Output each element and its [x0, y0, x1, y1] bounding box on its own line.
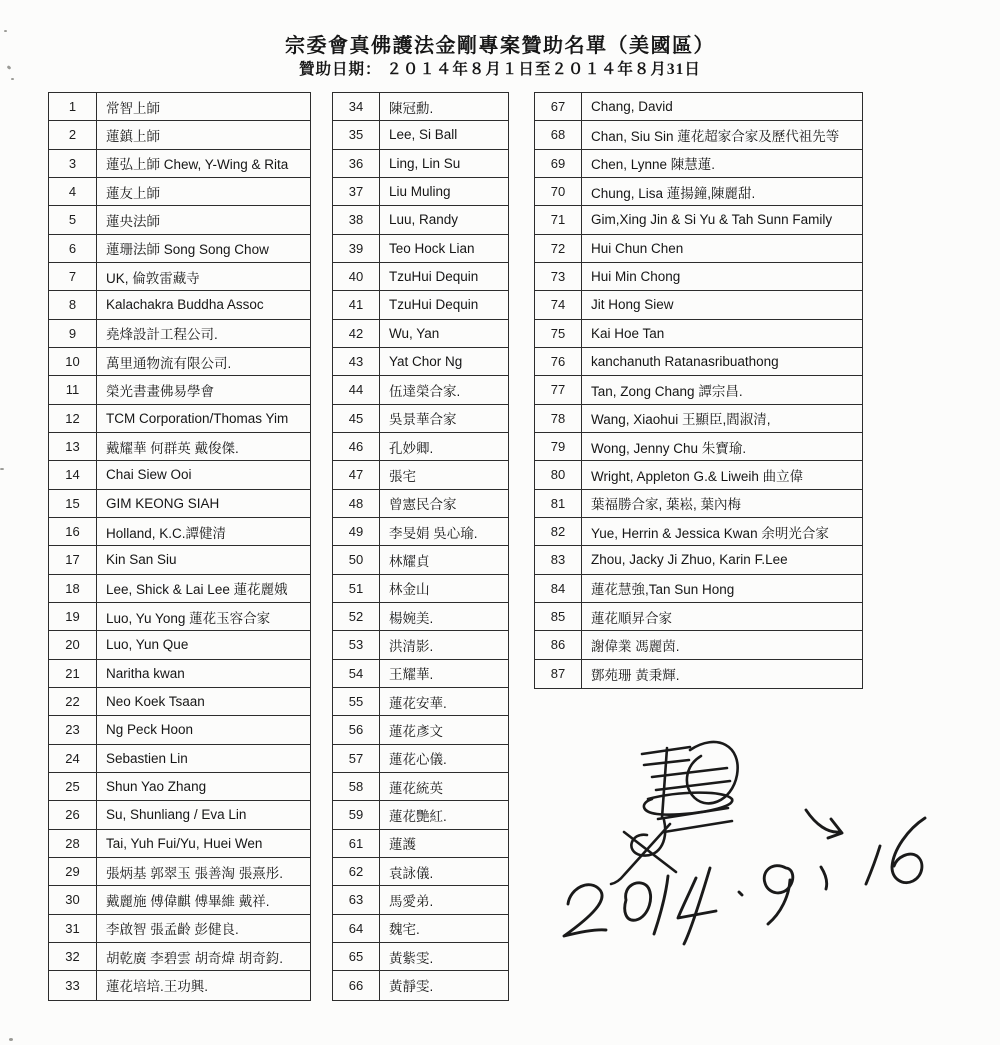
table-row	[333, 121, 508, 149]
donor-name: Tai, Yuh Fui/Yu, Huei Wen	[106, 835, 263, 851]
row-number: 56	[333, 716, 380, 743]
table-row	[49, 830, 310, 858]
table-row	[49, 405, 310, 433]
table-row	[333, 660, 508, 688]
page-title: 宗委會真佛護法金剛專案贊助名單（美國區）	[285, 35, 715, 57]
donor-name: Luo, Yu Yong 蓮花玉容合家	[106, 610, 271, 626]
scan-speck	[0, 468, 4, 470]
donor-name: 葉福勝合家, 葉崧, 葉內梅	[591, 497, 742, 513]
donor-name: kanchanuth Ratanasribuathong	[591, 354, 779, 370]
donor-name: 林金山	[389, 582, 430, 598]
donor-name: 魏宅.	[389, 922, 420, 938]
table-row	[333, 291, 508, 319]
row-number: 45	[333, 405, 380, 432]
table-row	[333, 915, 508, 943]
donor-name: Ng Peck Hoon	[106, 722, 194, 738]
row-number: 16	[49, 518, 97, 545]
row-number: 71	[535, 206, 582, 233]
table-row	[49, 546, 310, 574]
donor-name: Neo Koek Tsaan	[106, 694, 205, 710]
donor-name: Chung, Lisa 蓮揚鐘,陳麗甜.	[591, 185, 756, 201]
table-row	[535, 93, 862, 121]
row-number: 11	[49, 376, 97, 403]
table-row	[49, 915, 310, 943]
row-number: 26	[49, 801, 97, 828]
row-number: 42	[333, 320, 380, 347]
row-number: 20	[49, 631, 97, 658]
table-row	[333, 575, 508, 603]
donor-name: 伍達榮合家.	[389, 383, 461, 399]
row-number: 67	[535, 93, 582, 120]
table-row	[535, 178, 862, 206]
row-number: 36	[333, 150, 380, 177]
row-number: 58	[333, 773, 380, 800]
row-number: 77	[535, 376, 582, 403]
donor-name: 李啟智 張孟齡 彭健良.	[106, 922, 239, 938]
donor-name: Hui Chun Chen	[591, 240, 684, 256]
donor-name: Kin San Siu	[106, 552, 177, 568]
table-row	[333, 405, 508, 433]
donor-name: Luo, Yun Que	[106, 637, 189, 653]
donor-name: Yue, Herrin & Jessica Kwan 余明光合家	[591, 525, 829, 541]
table-row	[333, 150, 508, 178]
scan-speck	[4, 30, 7, 32]
table-row	[333, 235, 508, 263]
donor-name: 謝偉業 馮麗茵.	[591, 638, 680, 654]
donor-table-column-2	[332, 92, 509, 1001]
scan-speck	[9, 1038, 13, 1041]
row-number: 34	[333, 93, 380, 120]
row-number: 8	[49, 291, 97, 318]
donor-name: 蓮花培培.王功興.	[106, 979, 209, 995]
donor-name: GIM KEONG SIAH	[106, 495, 220, 511]
table-row	[535, 575, 862, 603]
table-row	[333, 376, 508, 404]
row-number: 4	[49, 178, 97, 205]
table-row	[333, 93, 508, 121]
donor-name: Lee, Shick & Lai Lee 蓮花麗娥	[106, 582, 288, 598]
donor-name: 張宅	[389, 468, 416, 484]
table-row	[333, 320, 508, 348]
donor-name: 蓮弘上師 Chew, Y-Wing & Rita	[106, 157, 289, 173]
row-number: 5	[49, 206, 97, 233]
donor-name: 楊婉美.	[389, 610, 434, 626]
table-row	[535, 291, 862, 319]
row-number: 75	[535, 320, 582, 347]
donor-table-column-1	[48, 92, 311, 1001]
donor-name: 張炳基 郭翠玉 張善淘 張熹彤.	[106, 865, 284, 881]
row-number: 80	[535, 461, 582, 488]
row-number: 19	[49, 603, 97, 630]
donor-name: Liu Muling	[389, 184, 451, 200]
donor-name: 蓮花艷紅.	[389, 808, 447, 824]
table-row	[535, 348, 862, 376]
table-row	[535, 461, 862, 489]
table-row	[333, 858, 508, 886]
donor-name: Yat Chor Ng	[389, 354, 463, 370]
row-number: 47	[333, 461, 380, 488]
table-row	[535, 320, 862, 348]
donor-name: Luu, Randy	[389, 212, 459, 228]
row-number: 41	[333, 291, 380, 318]
row-number: 52	[333, 603, 380, 630]
row-number: 79	[535, 433, 582, 460]
donor-name: UK, 倫敦雷藏寺	[106, 270, 200, 286]
row-number: 28	[49, 830, 97, 857]
donor-name: Jit Hong Siew	[591, 297, 674, 313]
donor-name: 李旻娟 吳心瑜.	[389, 525, 478, 541]
row-number: 63	[333, 886, 380, 913]
donor-name: 洪清影.	[389, 638, 434, 654]
table-row	[535, 433, 862, 461]
signature-scribble-glyph	[611, 742, 738, 884]
row-number: 9	[49, 320, 97, 347]
row-number: 81	[535, 490, 582, 517]
row-number: 12	[49, 405, 97, 432]
table-row	[49, 631, 310, 659]
row-number: 72	[535, 235, 582, 262]
row-number: 69	[535, 150, 582, 177]
row-number: 48	[333, 490, 380, 517]
table-row	[535, 546, 862, 574]
donor-name: 萬里通物流有限公司.	[106, 355, 232, 371]
row-number: 10	[49, 348, 97, 375]
table-row	[49, 291, 310, 319]
row-number: 25	[49, 773, 97, 800]
donor-name: 蓮央法師	[106, 213, 160, 229]
row-number: 43	[333, 348, 380, 375]
table-row	[49, 348, 310, 376]
table-row	[535, 235, 862, 263]
donor-name: 蓮花統英	[389, 780, 443, 796]
table-row	[535, 660, 862, 688]
table-row	[49, 688, 310, 716]
row-number: 7	[49, 263, 97, 290]
table-row	[49, 206, 310, 234]
table-row	[49, 461, 310, 489]
donor-name: Chan, Siu Sin 蓮花超家合家及歷代祖先等	[591, 128, 840, 144]
donor-name: 蓮花彥文	[389, 723, 443, 739]
row-number: 3	[49, 150, 97, 177]
donor-name: 陳冠勳.	[389, 100, 434, 116]
table-row	[535, 490, 862, 518]
table-row	[49, 716, 310, 744]
table-row	[535, 603, 862, 631]
table-row	[333, 745, 508, 773]
table-row	[333, 433, 508, 461]
row-number: 24	[49, 745, 97, 772]
table-row	[333, 490, 508, 518]
row-number: 53	[333, 631, 380, 658]
row-number: 62	[333, 858, 380, 885]
row-number: 50	[333, 546, 380, 573]
donor-name: Chen, Lynne 陳慧蓮.	[591, 157, 716, 173]
donor-name: 鄧苑珊 黃秉輝.	[591, 667, 680, 683]
row-number: 68	[535, 121, 582, 148]
handwritten-signature	[540, 720, 960, 950]
donor-name: 蓮花心儀.	[389, 752, 447, 768]
table-row	[333, 263, 508, 291]
donor-name: Gim,Xing Jin & Si Yu & Tah Sunn Family	[591, 212, 833, 228]
table-row	[333, 830, 508, 858]
table-row	[333, 348, 508, 376]
table-row	[333, 546, 508, 574]
table-row	[333, 943, 508, 971]
row-number: 64	[333, 915, 380, 942]
table-row	[49, 93, 310, 121]
table-row	[535, 150, 862, 178]
donor-name: Su, Shunliang / Eva Lin	[106, 807, 247, 823]
table-row	[535, 518, 862, 546]
table-row	[333, 886, 508, 914]
row-number: 22	[49, 688, 97, 715]
row-number: 44	[333, 376, 380, 403]
row-number: 61	[333, 830, 380, 857]
donor-name: 蓮鎮上師	[106, 128, 160, 144]
donor-name: Wang, Xiaohui 王顯臣,閻淑清,	[591, 412, 771, 428]
table-row	[333, 518, 508, 546]
table-row	[535, 121, 862, 149]
table-row	[49, 575, 310, 603]
row-number: 46	[333, 433, 380, 460]
row-number: 30	[49, 886, 97, 913]
table-row	[49, 603, 310, 631]
donor-name: 林耀貞	[389, 553, 430, 569]
donor-name: 蓮花順昇合家	[591, 610, 672, 626]
donor-name: 榮光書畫佛易學會	[106, 383, 214, 399]
table-row	[49, 858, 310, 886]
row-number: 55	[333, 688, 380, 715]
donor-name: Wong, Jenny Chu 朱寶瑜.	[591, 440, 747, 456]
donor-name: Lee, Si Ball	[389, 127, 458, 143]
donor-name: 蓮花安華.	[389, 695, 447, 711]
donor-name: 黃紫雯.	[389, 950, 434, 966]
row-number: 57	[333, 745, 380, 772]
row-number: 66	[333, 971, 380, 999]
donor-name: Kalachakra Buddha Assoc	[106, 297, 264, 313]
table-row	[333, 178, 508, 206]
donor-name: Teo Hock Lian	[389, 240, 475, 256]
row-number: 14	[49, 461, 97, 488]
table-row	[333, 716, 508, 744]
donor-name: 馬愛弟.	[389, 893, 434, 909]
table-row	[333, 971, 508, 999]
donor-name: 胡乾廣 李碧雲 胡奇煒 胡奇鈞.	[106, 950, 284, 966]
row-number: 35	[333, 121, 380, 148]
row-number: 29	[49, 858, 97, 885]
donor-name: 曾憲民合家	[389, 497, 457, 513]
row-number: 37	[333, 178, 380, 205]
row-number: 15	[49, 490, 97, 517]
row-number: 18	[49, 575, 97, 602]
table-row	[333, 801, 508, 829]
table-row	[49, 490, 310, 518]
donor-table-column-3	[534, 92, 863, 689]
row-number: 32	[49, 943, 97, 970]
row-number: 59	[333, 801, 380, 828]
donor-name: Zhou, Jacky Ji Zhuo, Karin F.Lee	[591, 552, 788, 568]
row-number: 31	[49, 915, 97, 942]
row-number: 17	[49, 546, 97, 573]
table-row	[49, 518, 310, 546]
table-row	[49, 320, 310, 348]
table-row	[49, 971, 310, 999]
row-number: 70	[535, 178, 582, 205]
table-row	[49, 660, 310, 688]
table-row	[49, 121, 310, 149]
row-number: 85	[535, 603, 582, 630]
table-row	[535, 631, 862, 659]
donor-name: Chai Siew Ooi	[106, 467, 192, 483]
row-number: 13	[49, 433, 97, 460]
row-number: 39	[333, 235, 380, 262]
row-number: 76	[535, 348, 582, 375]
row-number: 86	[535, 631, 582, 658]
row-number: 2	[49, 121, 97, 148]
scan-speck	[11, 78, 14, 80]
donor-name: Shun Yao Zhang	[106, 779, 207, 795]
donor-name: Chang, David	[591, 99, 673, 115]
row-number: 38	[333, 206, 380, 233]
donor-name: Sebastien Lin	[106, 750, 188, 766]
table-row	[49, 745, 310, 773]
table-row	[49, 801, 310, 829]
table-row	[333, 688, 508, 716]
donor-name: Tan, Zong Chang 譚宗昌.	[591, 383, 743, 399]
row-number: 83	[535, 546, 582, 573]
donor-name: 蓮花慧強,Tan Sun Hong	[591, 582, 735, 598]
row-number: 87	[535, 660, 582, 688]
row-number: 6	[49, 235, 97, 262]
row-number: 33	[49, 971, 97, 999]
row-number: 78	[535, 405, 582, 432]
donor-name: Wright, Appleton G.& Liweih 曲立偉	[591, 468, 804, 484]
table-row	[535, 405, 862, 433]
row-number: 73	[535, 263, 582, 290]
row-number: 82	[535, 518, 582, 545]
donor-name: 蓮友上師	[106, 185, 160, 201]
table-row	[49, 235, 310, 263]
table-row	[333, 206, 508, 234]
donor-name: 戴耀華 何群英 戴俊傑.	[106, 440, 239, 456]
page-subtitle: 贊助日期： ２０１４年８月１日至２０１４年８月31日	[299, 61, 701, 78]
donor-name: 黃靜雯.	[389, 979, 434, 995]
row-number: 1	[49, 93, 97, 120]
table-row	[49, 773, 310, 801]
table-row	[535, 263, 862, 291]
row-number: 51	[333, 575, 380, 602]
table-row	[49, 150, 310, 178]
donor-name: TzuHui Dequin	[389, 297, 479, 313]
table-row	[333, 603, 508, 631]
donor-name: Wu, Yan	[389, 325, 440, 341]
table-row	[333, 631, 508, 659]
table-row	[49, 433, 310, 461]
table-row	[333, 773, 508, 801]
table-row	[49, 943, 310, 971]
table-row	[535, 206, 862, 234]
donor-name: 孔妙卿.	[389, 440, 434, 456]
donor-name: Naritha kwan	[106, 665, 185, 681]
row-number: 65	[333, 943, 380, 970]
row-number: 23	[49, 716, 97, 743]
donor-name: Hui Min Chong	[591, 269, 681, 285]
donor-name: 蓮護	[389, 837, 416, 853]
donor-name: 吳景華合家	[389, 412, 457, 428]
row-number: 40	[333, 263, 380, 290]
table-row	[333, 461, 508, 489]
row-number: 54	[333, 660, 380, 687]
row-number: 21	[49, 660, 97, 687]
donor-name: Kai Hoe Tan	[591, 325, 665, 341]
row-number: 84	[535, 575, 582, 602]
donor-name: 戴麗施 傅偉麒 傅畢維 戴祥.	[106, 893, 270, 909]
donor-name: 蓮珊法師 Song Song Chow	[106, 242, 269, 258]
donor-name: TCM Corporation/Thomas Yim	[106, 410, 289, 426]
table-row	[535, 376, 862, 404]
donor-name: Ling, Lin Su	[389, 155, 461, 171]
donor-name: 袁詠儀.	[389, 865, 434, 881]
donor-name: 王耀華.	[389, 667, 434, 683]
table-row	[49, 263, 310, 291]
donor-name: Holland, K.C.譚健清	[106, 525, 227, 541]
donor-name: TzuHui Dequin	[389, 269, 479, 285]
signature-date-handwriting	[564, 810, 925, 944]
donor-name: 堯烽設計工程公司.	[106, 327, 218, 343]
row-number: 49	[333, 518, 380, 545]
donor-name: 常智上師	[106, 100, 160, 116]
row-number: 74	[535, 291, 582, 318]
table-row	[49, 178, 310, 206]
table-row	[49, 886, 310, 914]
table-row	[49, 376, 310, 404]
